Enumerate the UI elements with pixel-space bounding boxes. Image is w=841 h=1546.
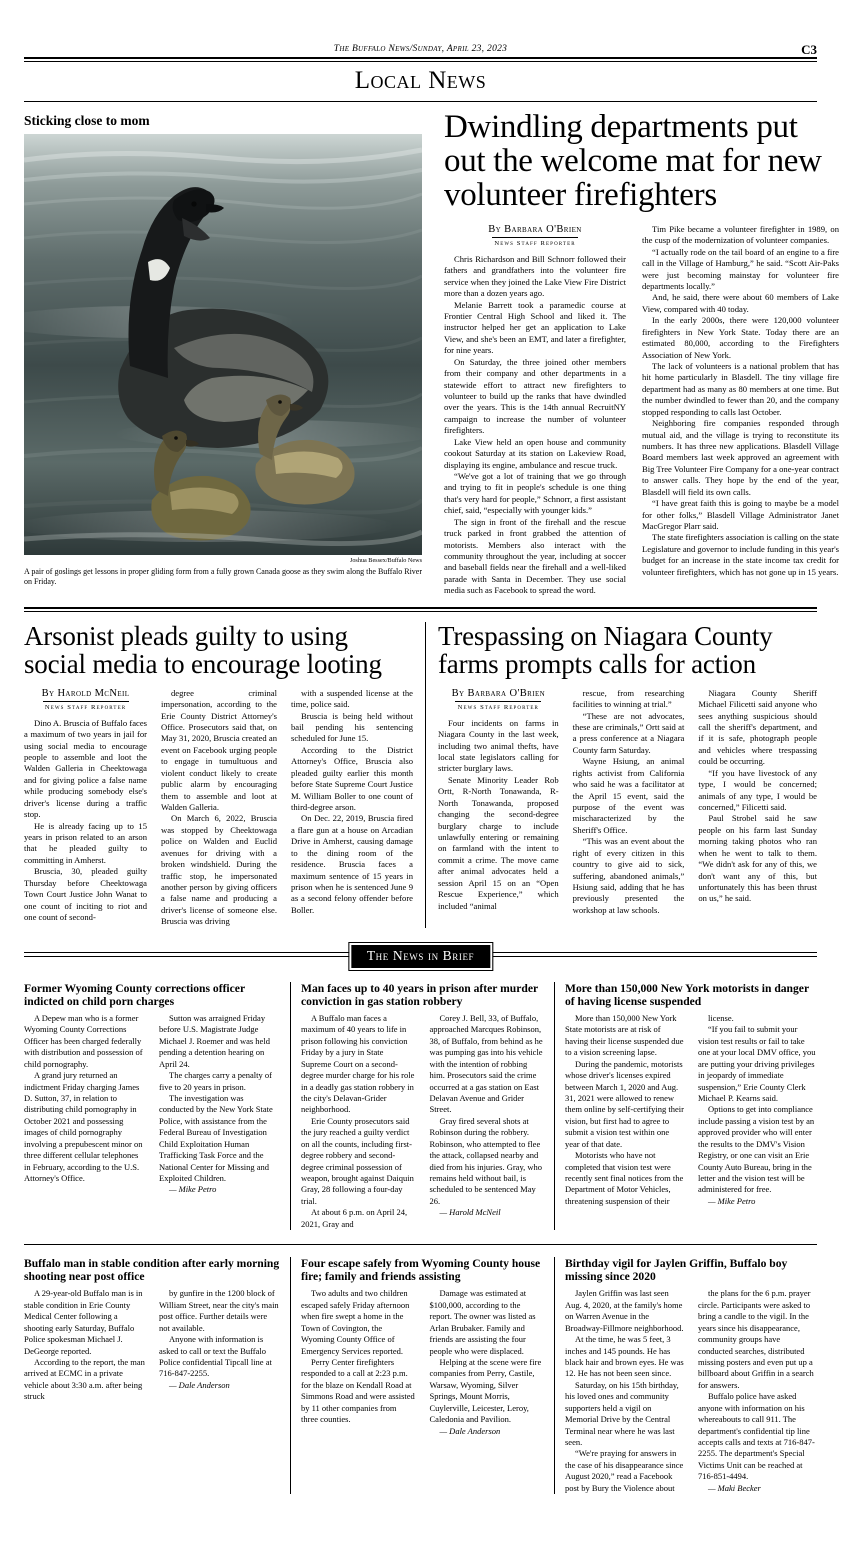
byline-rule bbox=[43, 701, 129, 702]
story-arsonist-headline: Arsonist pleads guilty to using social media to encourage looting bbox=[24, 620, 382, 679]
brief-col1 bbox=[565, 1013, 684, 1207]
paragraph: degree criminal impersonation, according to the Erie County District Attorney's Office. Prosecutors said that, on May 31, 2020, Bruscia created an event on Facebook urging people to engage in tumultuous and violent conduct likely to create public alarm by encouraging them to assemble and loot at Walden Galleria. bbox=[161, 687, 277, 812]
paragraph: “If you have livestock of any type, I would be concerned; animals of any type, I would be concerned,” Filicetti said. bbox=[698, 767, 817, 812]
top-block bbox=[24, 102, 839, 597]
paragraph: Melanie Barrett took a paramedic course at Frontier Central High School and liked it. The instructor helped her get an application to Lake View, and she's been an EMT, and later a firefighter, for nine years. bbox=[444, 299, 626, 356]
brief-col2 bbox=[698, 1013, 817, 1207]
paragraph: Lake View held an open house and community cookout Saturday at its station on Lakeview Road, displaying its engine, ambulance and rescue truck. bbox=[444, 436, 626, 470]
paragraph: with a suspended license at the time, police said. bbox=[291, 687, 413, 710]
brief-signature: — Mike Petro bbox=[169, 1184, 217, 1195]
page-folio: C3 bbox=[801, 42, 817, 57]
paragraph: the plans for the 6 p.m. prayer circle. Participants were asked to bring a candle to the vigil. In the years since his disappearance, community groups have conducted searches, distributed missing posters and even put up a billboard about Griffin in a search for answers. bbox=[698, 1288, 814, 1390]
paragraph: “If you fail to submit your vision test results or fail to take one at your local DMV office, you are putting your driving privileges in jeopardy of immediate suspension,” Erie County Clerk Michael P. Kearns said. bbox=[698, 1024, 816, 1103]
story-trespassing-col2 bbox=[573, 688, 685, 916]
brief-headline: Four escape safely from Wyoming County house fire; family and friends assisting bbox=[301, 1257, 541, 1284]
brief-item bbox=[24, 1257, 290, 1494]
brief-item bbox=[290, 1257, 554, 1494]
paragraph: by gunfire in the 1200 block of William Street, near the city's main post office. Further details were not available. bbox=[159, 1288, 279, 1333]
brief-signature: — Mike Petro bbox=[708, 1195, 756, 1206]
brief-headline: Former Wyoming County corrections officer indicted on child porn charges bbox=[24, 981, 245, 1008]
section-title: Local News bbox=[354, 67, 487, 94]
brief-signature: — Dale Anderson bbox=[439, 1425, 501, 1436]
paragraph: The sign in front of the firehall and the rescue truck parked in front grabbed the attention of motorists. Members also interact with the community throughout the year, including at soccer and baseball fields near the firehall and a well-liked parade with Santa in December. They use social media such as Facebook to spread the word. bbox=[444, 516, 626, 596]
lead-story-byline: By Barbara O'Brien bbox=[488, 223, 582, 235]
paragraph: Tim Pike became a volunteer firefighter in 1989, on the cusp of the modernization of volunteer companies. bbox=[642, 223, 839, 246]
paragraph: Chris Richardson and Bill Schnorr followed their fathers and grandfathers into the volunteer fire service when they joined the Lake View Fire District more than a dozen years ago. bbox=[444, 253, 626, 299]
paragraph: A 29-year-old Buffalo man is in stable condition in Erie County Medical Center following a shooting early Saturday, Buffalo Police spokesman Michael J. DeGeorge reported. bbox=[24, 1288, 143, 1356]
paragraph: Senate Minority Leader Rob Ortt, R-North Tonawanda, R-North Tonawanda, proposed changing the second-degree burglary charge to include unlawfully entering or remaining on farmland with the intent to commit a crime. The move came after animal advocates held a session April 15 on an “Open Rescue Experience,” which included “animal bbox=[438, 774, 559, 911]
brief-headline: Birthday vigil for Jaylen Griffin, Buffalo boy missing since 2020 bbox=[565, 1257, 788, 1284]
brief-col1 bbox=[24, 1288, 145, 1402]
brief-col2 bbox=[698, 1288, 817, 1494]
paragraph: Niagara County Sheriff Michael Filicetti said anyone who sees anything suspicious should call the sheriff's department, and if it is safe, photograph people and vehicles where trespassing could be occurring. bbox=[698, 687, 817, 767]
paragraph: The state firefighters association is calling on the state Legislature and governor to include funding in this year's budget for an increase in the state income tax credit for volunteer firefighters, which has not gone up in 15 years. bbox=[642, 532, 839, 577]
paragraph: Dino A. Bruscia of Buffalo faces a maximum of two years in jail for using social media to encourage people to assemble and loot the Walden Galleria in Cheektowaga and for giving police a false name while producing somebody else's driver's license during a traffic stop. bbox=[24, 717, 147, 820]
brief-headline: Man faces up to 40 years in prison after murder conviction in gas station robbery bbox=[301, 981, 538, 1008]
paragraph: The lack of volunteers is a national problem that has hit home particularly in Blasdell. The tiny village fire department had as many as 80 members at one time. But the number dwindled to fewer than 20, and the company stopped responding to calls last October. bbox=[642, 361, 839, 417]
brief-banner-label: The News in Brief bbox=[349, 943, 492, 970]
goslings-photo bbox=[24, 134, 422, 555]
lead-story bbox=[444, 110, 839, 597]
paragraph: Jaylen Griffin was last seen Aug. 4, 2020, at the family's home on Warren Avenue in the Broadway-Fillmore neighborhood. bbox=[565, 1288, 684, 1333]
lead-story-byline-sub: News Staff Reporter bbox=[494, 239, 576, 247]
brief-col1 bbox=[301, 1013, 416, 1230]
brief-col1 bbox=[565, 1288, 684, 1494]
story-arsonist-byline-sub: News Staff Reporter bbox=[44, 703, 127, 711]
paragraph: rescue, from researching facilities to winning at trial.” bbox=[572, 687, 685, 710]
lead-story-col2 bbox=[642, 224, 839, 578]
briefs-divider bbox=[24, 1244, 817, 1245]
brief-item bbox=[290, 982, 554, 1230]
paragraph: The charges carry a penalty of five to 20 years in prison. bbox=[159, 1070, 272, 1092]
brief-signature: — Dale Anderson bbox=[169, 1379, 230, 1390]
paragraph: According to the report, the man arrived at ECMC in a private vehicle about 3:30 a.m. after being struck bbox=[24, 1356, 145, 1402]
briefs-row-1 bbox=[24, 982, 817, 1230]
paragraph: Corey J. Bell, 33, of Buffalo, approached Marcques Robinson, 38, of Buffalo, from behind as he was pumping gas into his vehicle with the intention of robbing him. Prosecutors said the crime occurred at a gas station on East Delavan Avenue and Grider Street. bbox=[429, 1013, 543, 1115]
brief-col2 bbox=[159, 1013, 280, 1196]
paragraph: Buffalo police have asked anyone with information on his whereabouts to call 911. The department's confidential tip line accepts calls and texts at 716-847-2255. The department's Special Victims Unit can be reached at 716-851-4494. bbox=[698, 1391, 815, 1482]
paragraph: “I have great faith this is going to maybe be a model for other folks,” Blasdell Village Administrator Janet MacGregor Plarr said. bbox=[642, 498, 839, 531]
lead-story-headline: Dwindling departments put out the welcome mat for new volunteer firefighters bbox=[444, 109, 822, 213]
paragraph: Paul Strobel said he saw people on his farm last Sunday morning taking photos who ran when he went to talk to them. “We didn't ask for any of this, we don't want any of this, but unfortunately this has been thrust on us,” he said. bbox=[698, 813, 817, 904]
paragraph: According to the District Attorney's Office, Bruscia also pleaded guilty earlier this month before State Supreme Court Justice M. William Boller to one count of third-degree arson. bbox=[291, 744, 413, 812]
masthead bbox=[24, 0, 817, 102]
brief-col2 bbox=[159, 1288, 280, 1391]
brief-col1 bbox=[24, 1013, 145, 1184]
story-trespassing-byline-sub: News Staff Reporter bbox=[457, 703, 539, 711]
paragraph: Anyone with information is asked to call or text the Buffalo Police confidential Tipcall line at 716-847-2255. bbox=[159, 1334, 272, 1379]
byline-rule bbox=[455, 701, 541, 702]
mid-stories bbox=[24, 612, 817, 928]
paragraph: At about 6 p.m. on April 24, 2021, Gray and bbox=[301, 1207, 408, 1229]
paragraph: Saturday, on his 15th birthday, his loved ones and community supporters held a vigil on Memorial Drive by the Central Terminal near where he was last seen. bbox=[565, 1379, 679, 1447]
paragraph: In the early 2000s, there were 120,000 volunteer firefighters in New York State. Today there are an estimated 80,000, according to the Firefighters Association of New York. bbox=[642, 315, 839, 360]
paragraph: More than 150,000 New York State motorists are at risk of having their license suspended due to a vision screening lapse. bbox=[565, 1013, 684, 1058]
paragraph: During the pandemic, motorists whose driver's licenses expired between March 1, 2020 and Aug. 31, 2021 were allowed to renew them online by self-certifying their vision, but first had to agree to submit a vision test within one year of that date. bbox=[565, 1058, 684, 1149]
brief-signature: — Maki Becker bbox=[708, 1482, 761, 1493]
brief-col2 bbox=[430, 1013, 545, 1219]
story-trespassing-col1 bbox=[438, 718, 559, 912]
masthead-slug: The Buffalo News/Sunday, April 23, 2023 bbox=[333, 44, 508, 54]
paragraph: He is already facing up to 15 years in prison related to an arson that he pleaded guilty to committing in Amherst. bbox=[24, 820, 147, 865]
paragraph: Bruscia is being held without bail pending his sentencing scheduled for June 15. bbox=[291, 710, 413, 744]
paragraph: license. bbox=[708, 1013, 734, 1024]
section-rule bbox=[24, 101, 817, 102]
photo-feature-kicker: Sticking close to mom bbox=[24, 113, 150, 128]
paragraph: Wayne Hsiung, an animal rights activist from California who said he was a facilitator at the April 15 event, said the purpose of the event was mischaracterized by the Sheriff's Office. bbox=[572, 756, 685, 835]
paragraph: Options to get into compliance include passing a vision test by an approved provider who will enter the results to the DMV's Vision Registry, or one can visit an Erie County Auto Bureau, bring in the letter and the vision test will be administered for free. bbox=[698, 1104, 815, 1195]
paragraph: And, he said, there were about 60 members of Lake View, compared with 40 today. bbox=[642, 292, 839, 314]
paragraph: Sutton was arraigned Friday before U.S. Magistrate Judge Michael J. Roemer and was held pending a detention hearing on April 24. bbox=[159, 1013, 270, 1069]
paragraph: On Dec. 22, 2019, Bruscia fired a flare gun at a house on Arcadian Drive in Amherst, causing damage to the dining room of the residence. Bruscia faces a maximum sentence of 15 years in prison when he is sentenced June 9 as a second felony offender before Boller. bbox=[291, 813, 413, 915]
paragraph: “These are not advocates, these are criminals,” Ortt said at a press conference at a Niagara County farm Saturday. bbox=[572, 710, 685, 755]
brief-item bbox=[24, 982, 290, 1230]
paragraph: On Saturday, the three joined other members from their company and other departments in a statewide effort to attract new firefighters to volunteer to build up the ranks that have dwindled over the years. This is the 14th annual RecruitNY campaign to increase the number of volunteer firefighters. bbox=[444, 356, 626, 436]
paragraph: Perry Center firefighters responded to a call at 2:23 p.m. for the blaze on Kendall Road at Simmons Road and were assisted by 11 other companies from three counties. bbox=[301, 1356, 415, 1425]
brief-signature: — Harold McNeil bbox=[439, 1207, 501, 1218]
story-arsonist bbox=[24, 622, 425, 928]
story-arsonist-col3 bbox=[291, 688, 413, 916]
brief-item bbox=[554, 982, 817, 1230]
paragraph: A grand jury returned an indictment Friday charging James D. Sutton, 37, in relation to distributing child pornography in October 2021 and possessing images of child pornography involving a prepubescent minor on three different cellular telephones in February, according to the U.S. Attorney's Office. bbox=[24, 1070, 143, 1183]
byline-rule bbox=[492, 237, 578, 238]
paragraph: Gray fired several shots at Robinson during the robbery. Robinson, who attempted to flee the attack, collapsed nearby and died from his injuries. Gray, who remains held without bail, is scheduled to be sentenced May 26. bbox=[429, 1115, 543, 1206]
brief-headline: Buffalo man in stable condition after early morning shooting near post office bbox=[24, 1257, 280, 1284]
photo-credit: Joshua Bessex/Buffalo News bbox=[349, 557, 422, 564]
paragraph: “We're praying for answers in the case of his disappearance since August 2020,” read a Facebook post by Bury the Violence about bbox=[565, 1448, 684, 1493]
story-trespassing-col3 bbox=[698, 688, 817, 905]
paragraph: The investigation was conducted by the New York State Police, with assistance from the Federal Bureau of Investigation Child Exploitation Human Trafficking Task Force and the National Center for Missing and Exploited Children. bbox=[159, 1092, 273, 1183]
paragraph: “This was an event about the right of every citizen in this country to give aid to sick, suffering, abandoned animals,” Hsiung said, adding that he has previously presented the workshop at law schools. bbox=[572, 836, 685, 915]
story-trespassing-byline: By Barbara O'Brien bbox=[451, 687, 546, 699]
story-arsonist-col2 bbox=[161, 688, 277, 928]
brief-headline: More than 150,000 New York motorists in danger of having license suspended bbox=[565, 981, 809, 1008]
paragraph: A Buffalo man faces a maximum of 40 years to life in prison following his conviction Friday by a jury in State Supreme Court on a second-degree murder charge for his role in a deadly gas station robbery in the city's Delavan-Grider neighborhood. bbox=[301, 1013, 415, 1115]
story-arsonist-byline: By Harold McNeil bbox=[41, 687, 130, 699]
paragraph: Motorists who have not completed that vision test were recently sent final notices from the Department of Motor Vehicles, threatening suspension of their bbox=[565, 1150, 684, 1206]
story-arsonist-col1 bbox=[24, 718, 147, 924]
paragraph: “I actually rode on the tail board of an engine to a fire call in the Village of Hamburg,” he said. “Scott Air-Paks were just becoming mainstay for volunteer fire departments locally.” bbox=[642, 246, 839, 292]
brief-col2 bbox=[430, 1288, 545, 1436]
paragraph: Neighboring fire companies responded through mutual aid, and the village is trying to reconstitute its numbers. It has three new applications. Blasdell Village Board members last week approved an agreement with Big Tree Volunteer Fire Company for a one-year contract to answer calls. They hope by the end of the year, Blasdell will field its own calls. bbox=[642, 418, 839, 497]
story-trespassing-headline: Trespassing on Niagara County farms prompts calls for action bbox=[438, 620, 773, 679]
photo-caption: A pair of goslings get lessons in proper gliding form from a fully grown Canada goose as they swim along the Buffalo River on Friday. bbox=[24, 567, 423, 587]
paragraph: Helping at the scene were fire companies from Perry, Castile, Warsaw, Wyoming, Silver Springs, Mount Morris, Cuylerville, Leicester, Leroy, Caledonia and Pavilion. bbox=[429, 1356, 542, 1425]
paragraph: A Depew man who is a former Wyoming County Corrections Officer has been charged federally with distribution and possession of child pornography. bbox=[24, 1013, 143, 1069]
photo-feature bbox=[24, 110, 422, 597]
news-in-brief-banner bbox=[24, 940, 817, 970]
paragraph: Erie County prosecutors said the jury reached a guilty verdict on all the counts, including first-degree robbery and second-degree criminal possession of weapon, brought against Daiquin Gray, 28 following a four-day trial. bbox=[301, 1115, 414, 1206]
paragraph: Damage was estimated at $100,000, according to the report. The owner was listed as Arlan Brubaker. Family and friends are assisting the four people who were displaced. bbox=[429, 1288, 536, 1356]
paragraph: Bruscia, 30, pleaded guilty Thursday before Cheektowaga Town Court Justice John Wanat to one count of inciting to riot and one count of second- bbox=[24, 866, 147, 922]
paragraph: “We've got a lot of training that we go through and trying to fit in people's schedule is one thing that's very hard for people,” Schnorr, a first assistant chief, said, “especially with younger kids.” bbox=[444, 470, 626, 516]
paragraph: On March 6, 2022, Bruscia was stopped by Cheektowaga police on Walden and Euclid avenues for driving with a broken windshield. During the traffic stop, he impersonated another person by giving officers a false name and producing a driver's license of someone else. Bruscia was driving bbox=[161, 813, 277, 927]
brief-item bbox=[554, 1257, 817, 1494]
paragraph: Four incidents on farms in Niagara County in the last week, including two animal thefts, have local state legislators calling for stricter burglary laws. bbox=[438, 717, 559, 774]
briefs-row-2 bbox=[24, 1257, 817, 1494]
brief-col1 bbox=[301, 1288, 416, 1425]
paragraph: At the time, he was 5 feet, 3 inches and 145 pounds. He has black hair and brown eyes. He was 12. He has not been seen since. bbox=[565, 1334, 684, 1379]
paragraph: Two adults and two children escaped safely Friday afternoon when fire swept a home in the Town of Covington, the Wyoming County Office of Emergency Services reported. bbox=[301, 1288, 410, 1356]
story-trespassing bbox=[425, 622, 817, 928]
lead-story-col1 bbox=[444, 254, 626, 597]
